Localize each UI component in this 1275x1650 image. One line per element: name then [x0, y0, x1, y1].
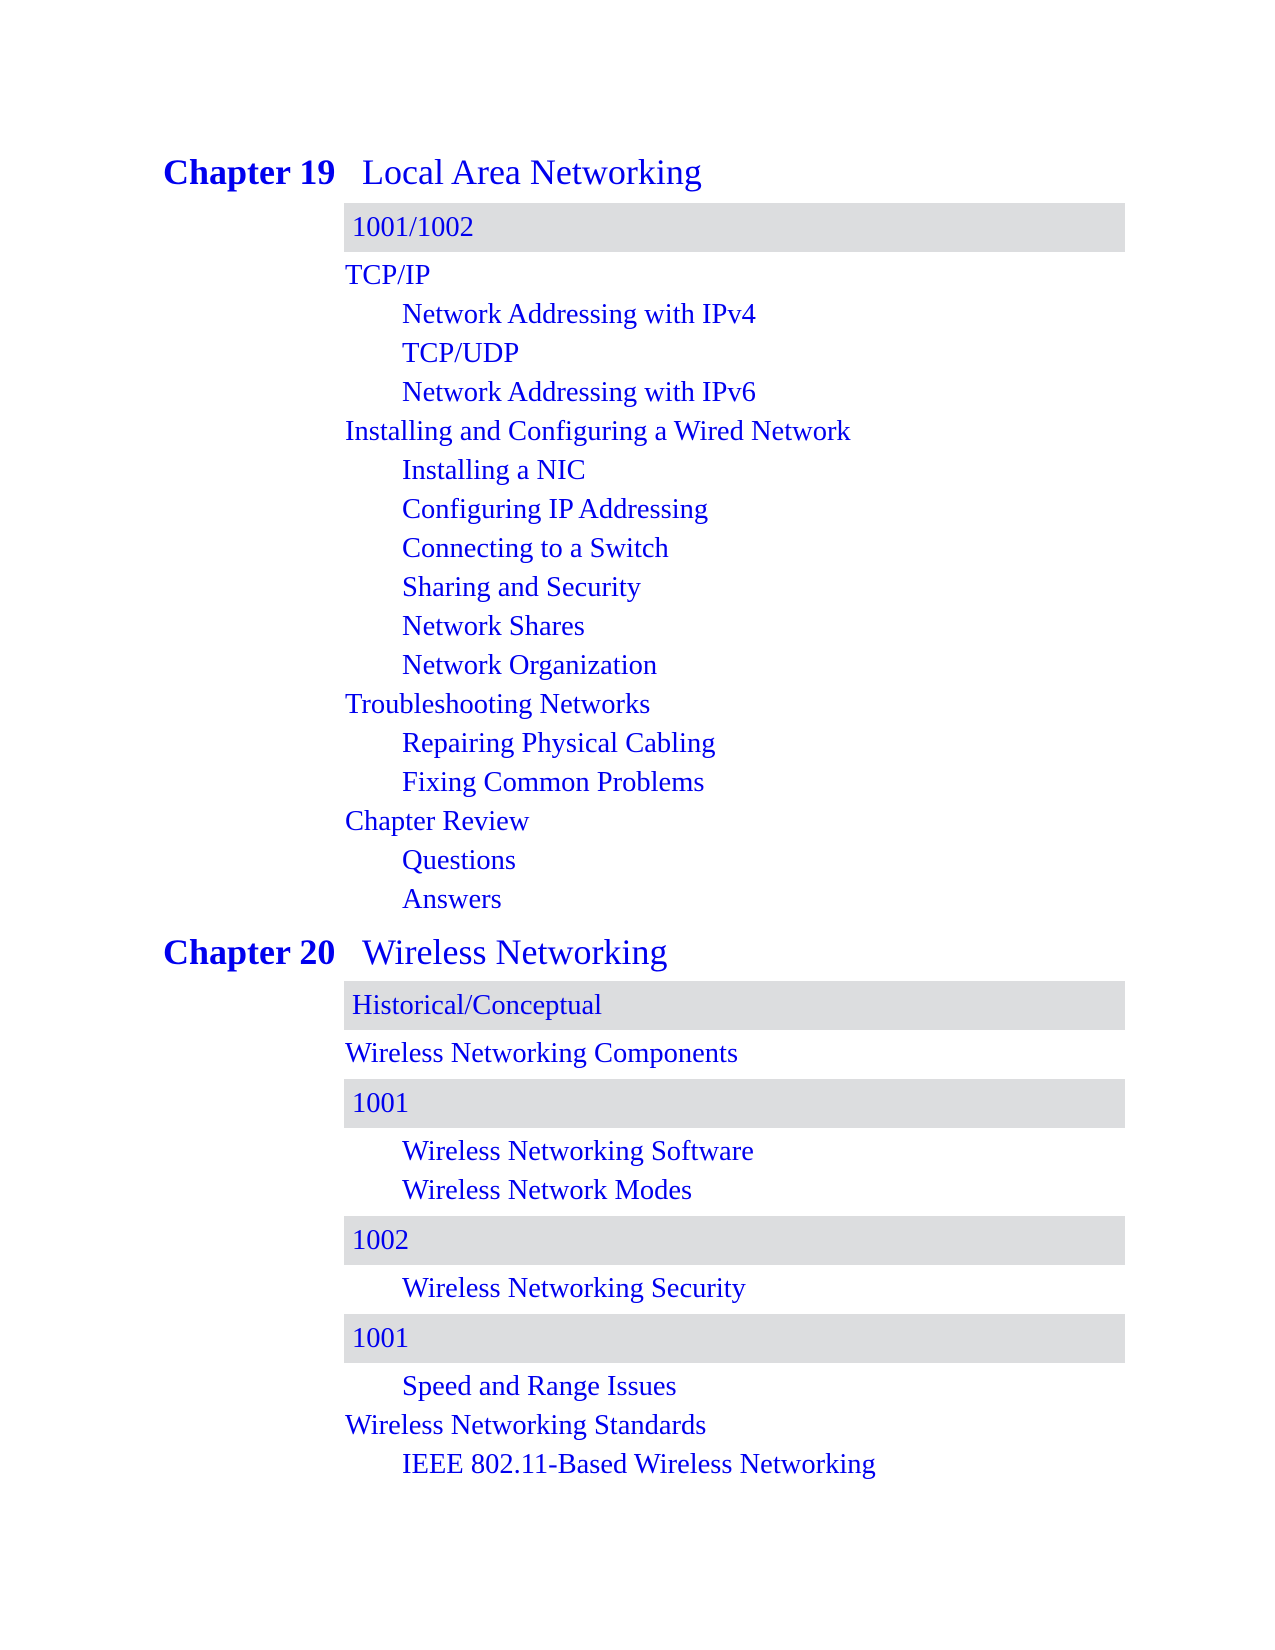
toc-subsection-link[interactable]: Wireless Network Modes — [402, 1175, 693, 1206]
chapter-19-heading — [0, 147, 1275, 197]
chapter-number[interactable]: Chapter 19 — [163, 152, 336, 192]
toc-subsection-link[interactable]: Network Addressing with IPv4 — [402, 299, 756, 330]
chapter-title[interactable]: Wireless Networking — [362, 932, 668, 972]
toc-section-link[interactable]: TCP/IP — [345, 260, 431, 291]
exam-objective-band[interactable]: 1002 — [344, 1216, 1125, 1265]
toc-subsection-link[interactable]: IEEE 802.11-Based Wireless Networking — [402, 1449, 876, 1480]
chapter-number[interactable]: Chapter 20 — [163, 932, 336, 972]
exam-objective-band[interactable]: Historical/Conceptual — [344, 981, 1125, 1030]
toc-subsection-link[interactable]: Repairing Physical Cabling — [402, 728, 716, 759]
chapter-19-contents — [344, 203, 1125, 919]
chapter-title[interactable]: Local Area Networking — [362, 152, 702, 192]
toc-subsection-link[interactable]: Questions — [402, 845, 516, 876]
chapter-20-heading — [0, 927, 1275, 977]
toc-subsection-link[interactable]: Network Addressing with IPv6 — [402, 377, 756, 408]
exam-objective-band[interactable]: 1001/1002 — [344, 203, 1125, 252]
toc-subsection-link[interactable]: Speed and Range Issues — [402, 1371, 677, 1402]
toc-subsection-link[interactable]: Installing a NIC — [402, 455, 586, 486]
toc-subsection-link[interactable]: Fixing Common Problems — [402, 767, 705, 798]
toc-section-link[interactable]: Troubleshooting Networks — [345, 689, 651, 720]
toc-subsection-link[interactable]: Answers — [402, 884, 502, 915]
toc-subsection-link[interactable]: Wireless Networking Security — [402, 1273, 746, 1304]
toc-section-link[interactable]: Wireless Networking Components — [345, 1038, 739, 1069]
toc-subsection-link[interactable]: Connecting to a Switch — [402, 533, 669, 564]
toc-subsection-link[interactable]: Network Shares — [402, 611, 585, 642]
toc-subsection-link[interactable]: Sharing and Security — [402, 572, 642, 603]
toc-section-link[interactable]: Chapter Review — [345, 806, 530, 837]
chapter-20-contents — [344, 981, 1125, 1484]
toc-subsection-link[interactable]: Network Organization — [402, 650, 658, 681]
toc-subsection-link[interactable]: Wireless Networking Software — [402, 1136, 754, 1167]
toc-subsection-link[interactable]: TCP/UDP — [402, 338, 520, 369]
toc-section-link[interactable]: Wireless Networking Standards — [345, 1410, 707, 1441]
toc-subsection-link[interactable]: Configuring IP Addressing — [402, 494, 709, 525]
toc-section-link[interactable]: Installing and Configuring a Wired Network — [345, 416, 851, 447]
exam-objective-band[interactable]: 1001 — [344, 1314, 1125, 1363]
exam-objective-band[interactable]: 1001 — [344, 1079, 1125, 1128]
